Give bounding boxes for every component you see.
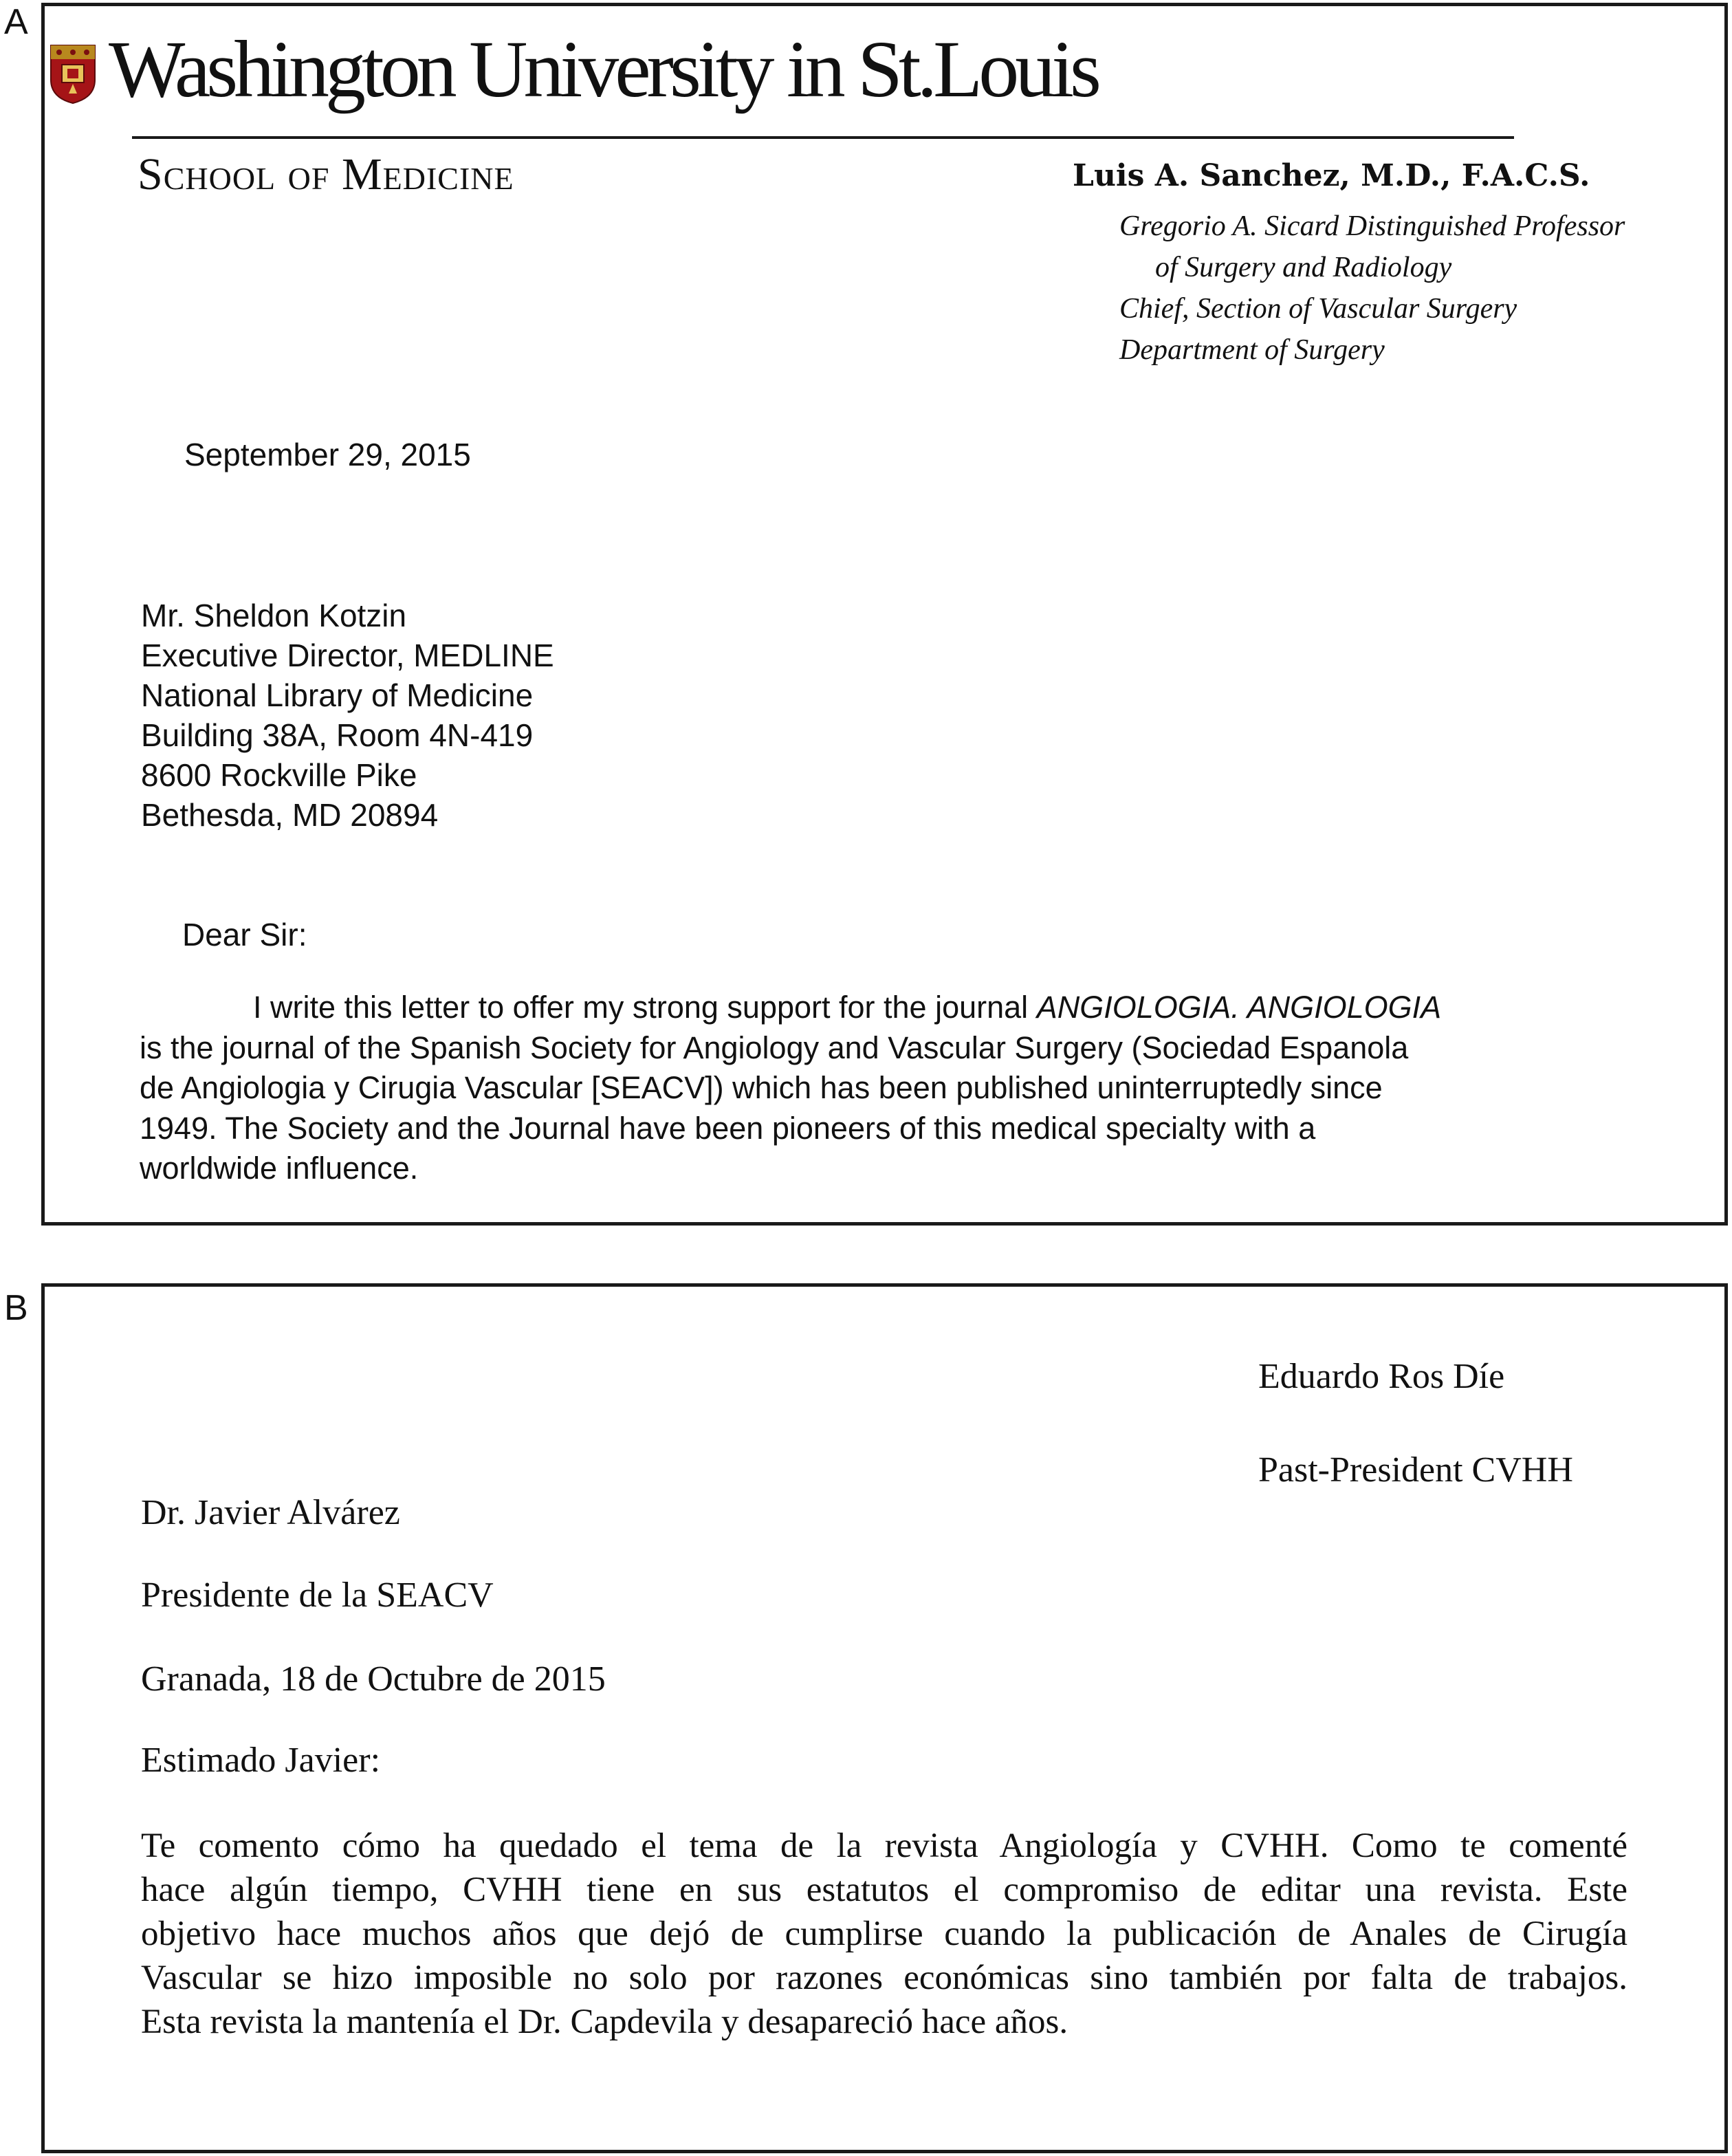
body-line	[140, 988, 1632, 1028]
recipient-title: Presidente de la SEACV	[141, 1576, 494, 1615]
sender-name: Eduardo Ros Díe	[1258, 1357, 1505, 1396]
school-name: School of Medicine	[138, 149, 514, 199]
signatory-title: of Surgery and Radiology	[1155, 252, 1452, 283]
recipient-line: Executive Director, MEDLINE	[141, 638, 554, 673]
body-line: Te comento cómo ha quedado el tema de la revista Angiología y CVHH. Como te comenté	[141, 1827, 1627, 1865]
body-line: de Angiologia y Cirugia Vascular [SEACV]) which has been published uninterruptedly since	[140, 1070, 1383, 1105]
body-line: objetivo hace muchos años que dejó de cumplirse cuando la publicación de Anales de Cirugía	[141, 1915, 1627, 1953]
body-line-text: I write this letter to offer my strong support for the journal	[253, 990, 1037, 1025]
recipient-line: Building 38A, Room 4N-419	[141, 717, 534, 753]
letter-date: September 29, 2015	[184, 437, 471, 472]
university-crest-icon	[50, 44, 96, 105]
panel-b-label: B	[4, 1288, 28, 1328]
place-date: Granada, 18 de Octubre de 2015	[141, 1659, 606, 1699]
body-line: Vascular se hizo imposible no solo por razones económicas sino también por falta de trabajos.	[141, 1959, 1627, 1997]
body-line: Esta revista la mantenía el Dr. Capdevila y desapareció hace años.	[141, 2003, 1068, 2041]
sender-title: Past-President CVHH	[1258, 1450, 1573, 1490]
signatory-title: Chief, Section of Vascular Surgery	[1119, 293, 1517, 325]
letter-body	[140, 988, 1632, 1189]
signatory-title: Department of Surgery	[1119, 334, 1385, 366]
body-line: is the journal of the Spanish Society for Angiology and Vascular Surgery (Sociedad Espanola	[140, 1030, 1409, 1065]
salutation-b: Estimado Javier:	[141, 1741, 381, 1780]
recipient-line: 8600 Rockville Pike	[141, 757, 417, 793]
recipient-line: Bethesda, MD 20894	[141, 797, 439, 833]
body-line: hace algún tiempo, CVHH tiene en sus estatutos el compromiso de editar una revista. Este	[141, 1871, 1627, 1909]
letterhead-divider	[132, 136, 1514, 139]
recipient-line: Mr. Sheldon Kotzin	[141, 598, 407, 633]
recipient-name: Dr. Javier Alvárez	[141, 1493, 400, 1532]
signatory-name: Luis A. Sanchez, M.D., F.A.C.S.	[1073, 158, 1590, 193]
letter-body-b	[141, 1824, 1627, 2044]
body-line: worldwide influence.	[140, 1151, 419, 1186]
signatory-title: Gregorio A. Sicard Distinguished Professor	[1119, 210, 1625, 242]
institution-wordmark: Washington University in St.Louis	[109, 24, 1097, 114]
recipient-line: National Library of Medicine	[141, 677, 534, 713]
body-line: 1949. The Society and the Journal have been pioneers of this medical specialty with a	[140, 1110, 1316, 1146]
salutation: Dear Sir:	[182, 917, 307, 952]
journal-name: ANGIOLOGIA. ANGIOLOGIA	[1036, 990, 1442, 1025]
panel-a-label: A	[4, 2, 28, 42]
